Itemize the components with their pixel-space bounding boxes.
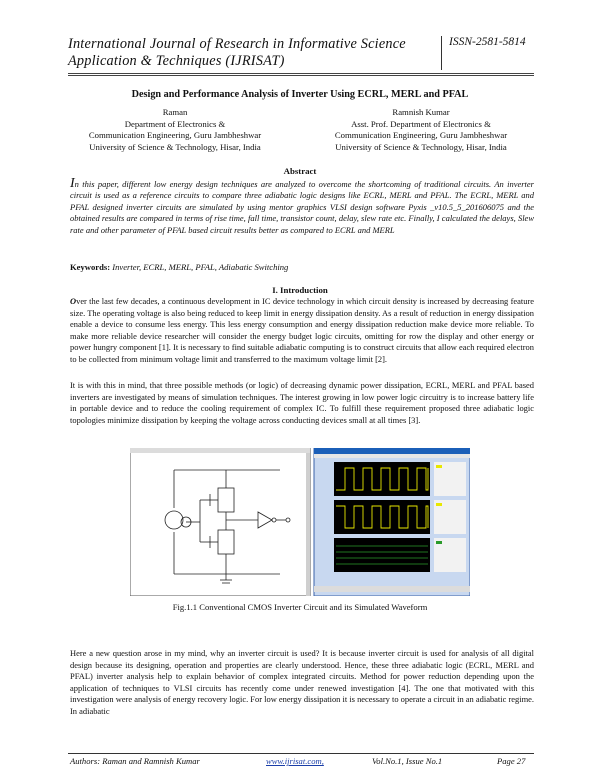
waveform-scrollbar	[314, 586, 470, 592]
waveform-toolbar	[314, 454, 470, 458]
author-affiliation: Communication Engineering, Guru Jambheshwar	[88, 130, 262, 140]
author-name: Raman	[162, 107, 188, 117]
author-affiliation: University of Science & Technology, Hisar, India	[89, 141, 261, 152]
drop-letter: O	[70, 296, 77, 306]
footer-rule	[68, 753, 534, 754]
paragraph-1: Over the last few decades, a continuous development in IC device technology in which circuit density is increased by decreasing feature size. The operating voltage is also being reduced to keep limit in energy dissipation density. As a result of reduction in energy dissipation enable a device to consume less energy. This less energy consumption and energy dissipation reduction make device more reliable. To make more reliable device researcher will consider the energy budget logic circuits, omitting for row the display and other energy or power hungry component [1]. It is necessary to find suitable adiabatic computing is to construct circuits that allow each required electron to be collected from minimum voltage limit and transferred to the maximum voltage limit [2].	[70, 296, 534, 364]
footer-authors: Authors: Raman and Ramnish Kumar	[70, 756, 200, 766]
legend-swatch	[436, 465, 442, 468]
keywords-value: Inverter, ECRL, MERL, PFAL, Adiabatic Switching	[112, 262, 289, 272]
keywords	[70, 262, 288, 272]
journal-header	[68, 36, 538, 70]
author-affiliation: Asst. Prof. Department of Electronics &	[351, 118, 491, 129]
figure-image	[130, 448, 470, 596]
footer-page: Page 27	[497, 756, 526, 766]
journal-title: International Journal of Research in Informative Science Application & Techniques (IJRISAT)	[68, 36, 406, 69]
abstract-heading: Abstract	[283, 166, 317, 176]
keywords-label: Keywords:	[70, 262, 111, 272]
author-block-1	[75, 107, 275, 153]
paragraph-2: It is with this in mind, that three possible methods (or logic) of decreasing dynamic power dissipation, ECRL, MERL and PFAL based inverters are investigated by means of simulation techniques. The interest growing in low power logic circuitry is to increase battery life in portable device and to reduce the cooling requirement of complex IC. To fulfill these requirement proposed three adiabatic logic topologies minimize dissipation by keeping the voltage across conducting devices small at all times [3].	[70, 380, 534, 425]
plot-panel-1	[334, 462, 430, 496]
footer-website-link[interactable]: www.ijrisat.com,	[266, 756, 324, 766]
author-affiliation: Communication Engineering, Guru Jambheshwar	[334, 130, 508, 140]
paper-title: Design and Performance Analysis of Inverter Using ECRL, MERL and PFAL	[131, 89, 469, 100]
waveform-titlebar	[314, 448, 470, 454]
section-heading: I. Introduction	[272, 285, 328, 295]
author-block-2	[306, 107, 536, 153]
header-divider	[441, 36, 442, 70]
drop-letter: I	[70, 176, 75, 191]
schematic-scrollbar	[306, 453, 310, 596]
header-rule	[68, 73, 534, 76]
abstract-text: In this paper, different low energy design techniques are analyzed to overcome the shortcoming of traditional circuits. An inverter circuit is used as a reference circuits to compare three adiabatic logic designs like ECRL, MERL and PFAL. The ECRL, MERL and PFAL designed inverter circuits are simulated by using mentor graphics VLSI design software Pyxis _v10.5_5_201606075 and the obtained results are compared in terms of rise time, fall time, transistor count, delay, slew rate etc. Finally, I calculated the delays, Slew rate and other parameter of PFAL based circuit results better as compared to ECRL and MERL	[70, 176, 534, 235]
author-affiliation: University of Science & Technology, Hisar, India	[335, 141, 507, 152]
plot-panel-3	[334, 538, 430, 572]
author-affiliation: Department of Electronics &	[124, 118, 226, 129]
plot-panel-2	[334, 500, 430, 534]
footer-volume: Vol.No.1, Issue No.1	[372, 756, 443, 766]
legend-swatch	[436, 503, 442, 506]
schematic-titlebar	[130, 448, 310, 453]
legend-swatch	[436, 541, 442, 544]
figure-caption: Fig.1.1 Conventional CMOS Inverter Circuit and its Simulated Waveform	[172, 602, 428, 612]
issn-label: ISSN-2581-5814	[449, 36, 526, 48]
paragraph-3: Here a new question arose in my mind, why an inverter circuit is used? It is because inverter circuit is used for analysis of all digital design because its designing, operation and properties are clearly understood. Hence, these three adiabatic logic (ECRL, MERL and PFAL) inverter analysis help to explain behavior of complex integrated circuits. Method for power reduction depending upon the application of techniques to VLSI circuits has recently come under renewed investigation [4]. The one that motivated with this investigation were analysis of energy recovery logic. For low energy dissipation it is necessary to operate a circuit in an adiabatic regime. In adiabatic	[70, 648, 534, 716]
author-name: Ramnish Kumar	[392, 107, 450, 117]
